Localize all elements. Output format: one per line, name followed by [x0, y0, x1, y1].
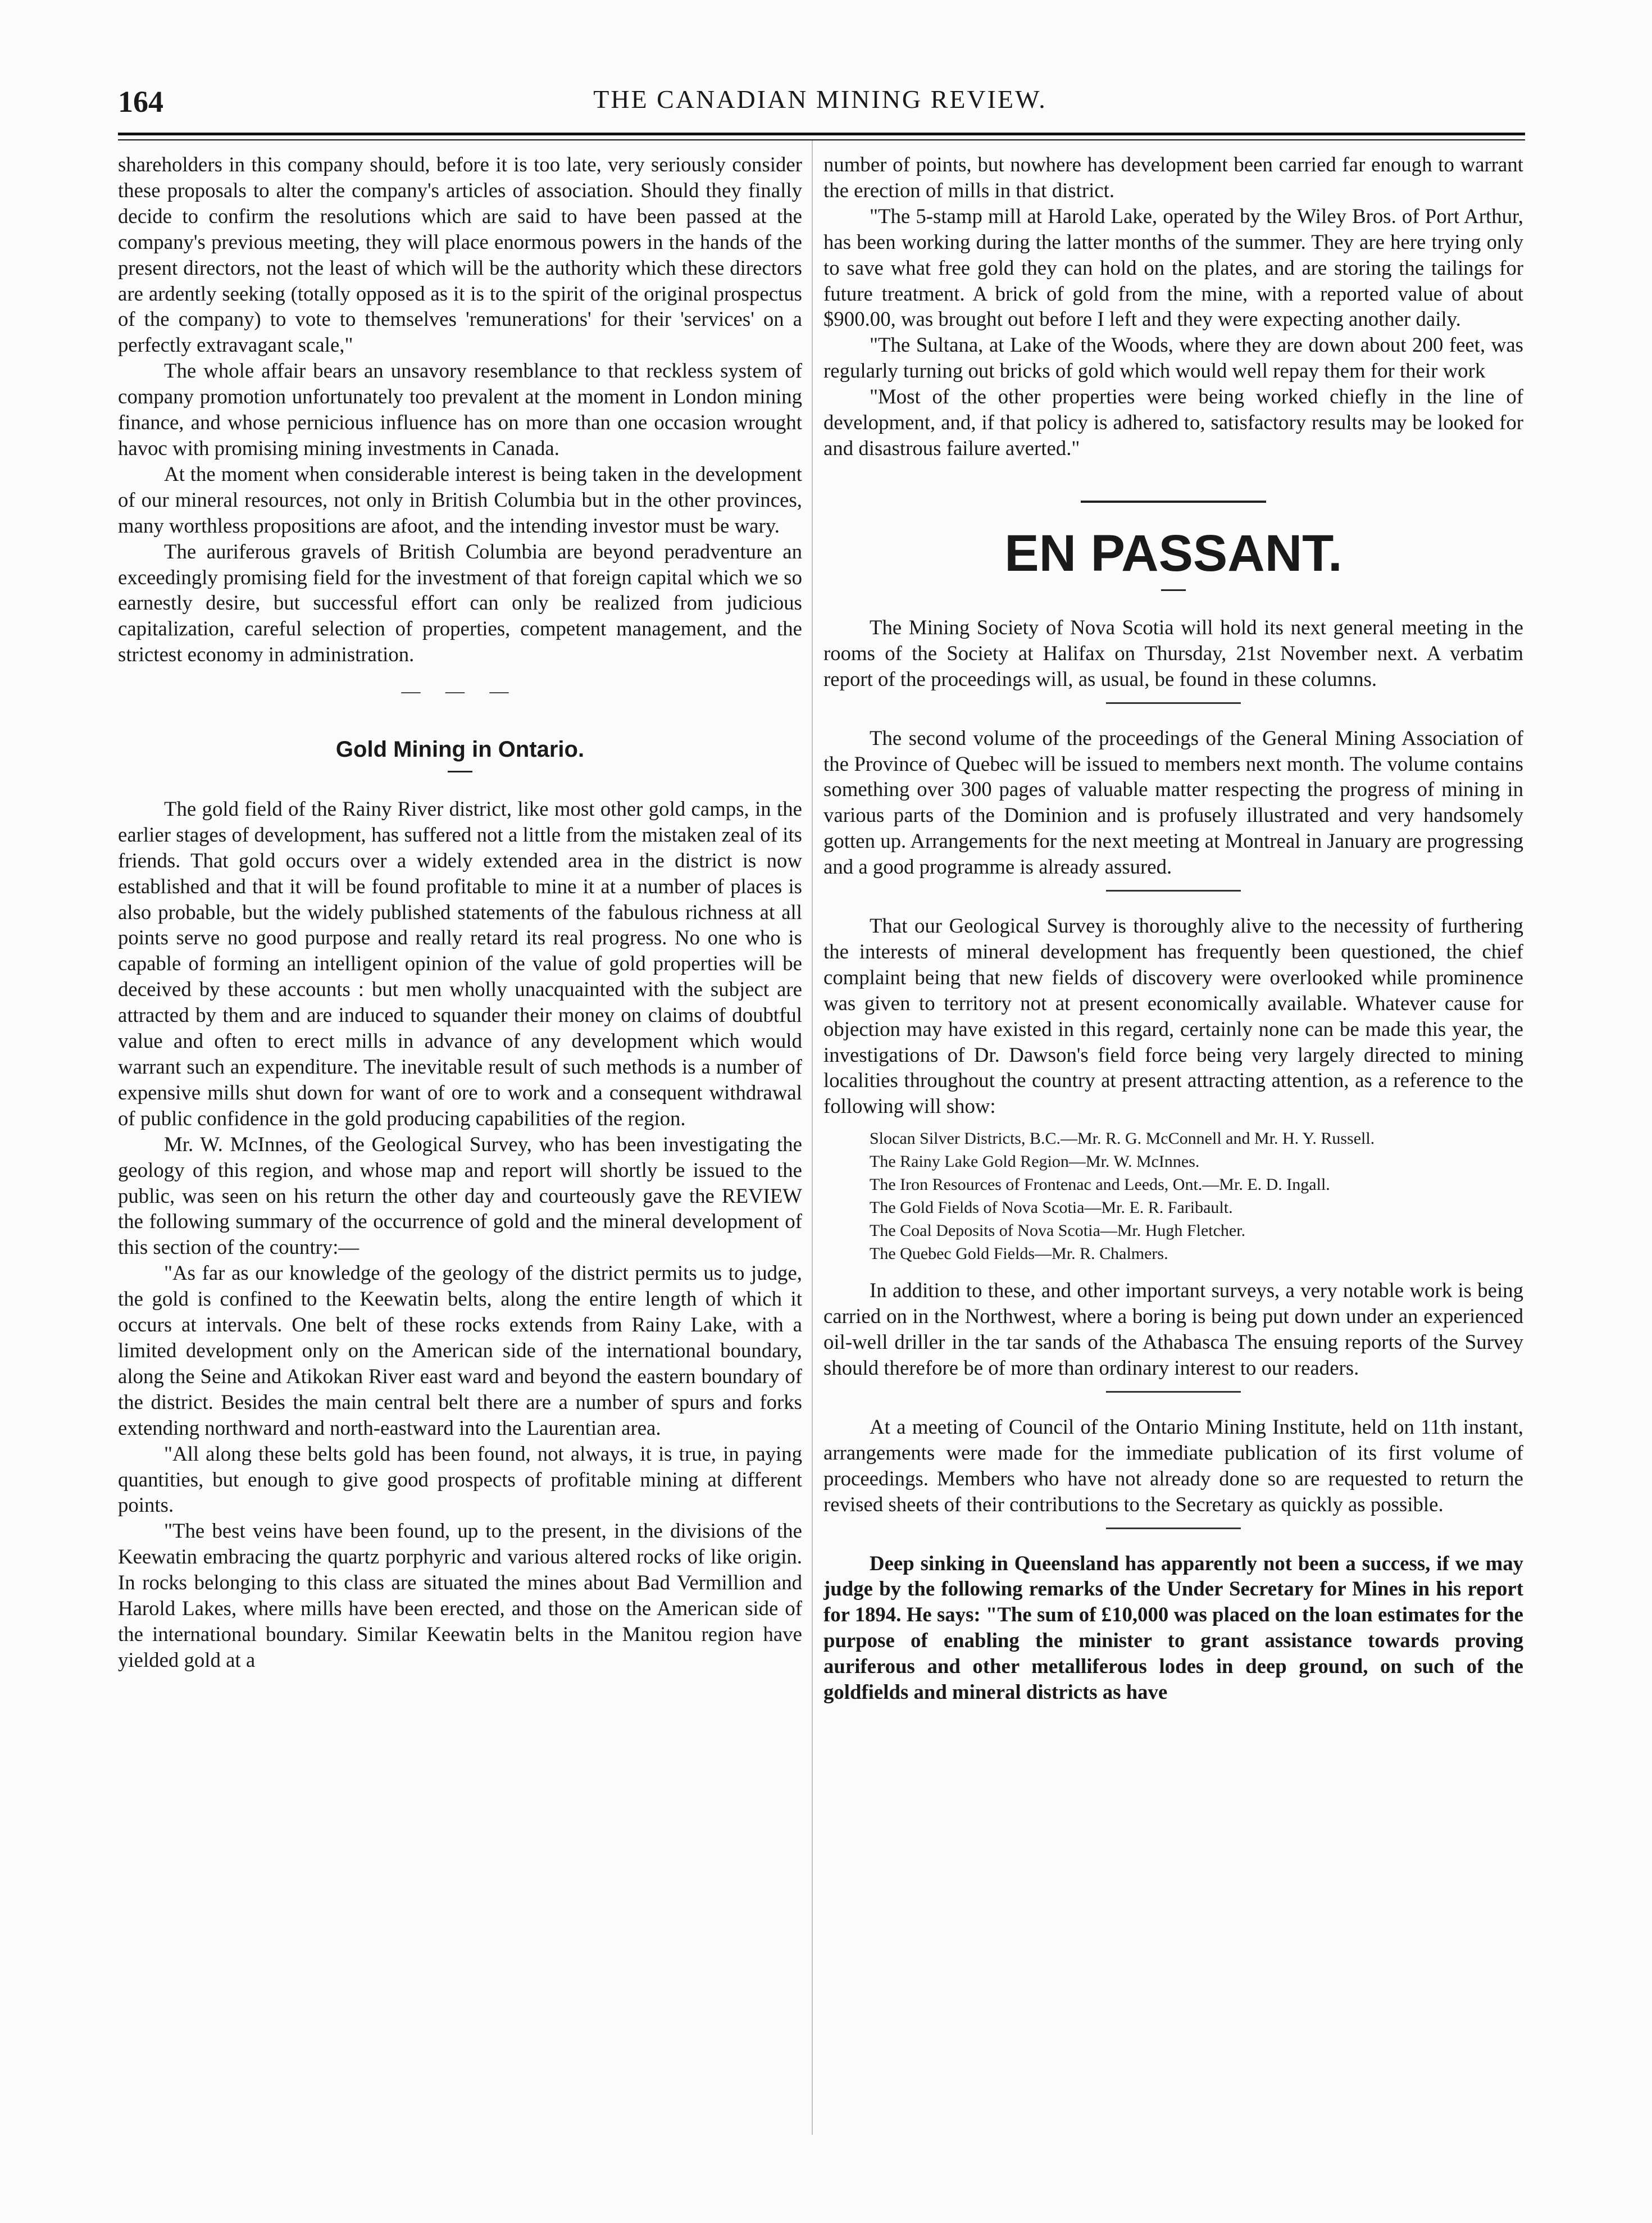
section-separator: — — — [401, 681, 519, 702]
news-item: That our Geological Survey is thoroughly alive to the necessity of furthering the interests of mineral development has frequently been questioned, the chief complaint being that new fields of discovery were overlooked while prominence was given to territory not at present economically available. Whatever cause for objection may have existed in this regard, certainly none can be made this year, the investigations of Dr. Dawson's field force being very largely directed to mining localities throughout the country at present attracting attention, as a reference to the following will show: [823, 914, 1523, 1118]
section-title-gold-mining: Gold Mining in Ontario. [335, 737, 585, 762]
paragraph: The gold field of the Rainy River district, like most other gold camps, in the earlier stages of development, has suffered not a little from the mistaken zeal of its friends. That gold occurs over a widely extended area in the district is now established and that it will be found profitable to mine it at a number of places is also probable, but the widely published statements of the fabulous richness at all points serve no good purpose and really retard its real progress. No one who is capable of forming an intelligent opinion of the value of gold properties will be deceived by these accounts : but men wholly unacquainted with the subject are attracted by them and are induced to squander their money on claims of doubtful value and often to erect mills in advance of any development which would warrant such an expenditure. The inevitable result of such methods is a number of expensive mills shut down for want of ore to work and a consequent withdrawal of public confidence in the gold producing capabilities of the region. [118, 797, 802, 1130]
item-separator [1106, 702, 1241, 704]
page-number: 164 [118, 85, 163, 119]
paragraph: Mr. W. McInnes, of the Geological Survey, who has been investigating the geology of this region, and whose map and report will shortly be issued to the public, was seen on his return the other day and courteously gave the REVIEW the following summary of the occurrence of gold and the mineral development of this section of the country:— [118, 1132, 802, 1259]
page-header [118, 84, 1522, 129]
survey-list [870, 1127, 1523, 1265]
list-item: The Quebec Gold Fields—Mr. R. Chalmers. [870, 1244, 1168, 1263]
running-title: THE CANADIAN MINING REVIEW. [593, 85, 1047, 113]
paragraph: "All along these belts gold has been found, not always, it is true, in paying quantities, but enough to give good prospects of profitable mining at different points. [118, 1442, 802, 1517]
left-column [118, 152, 802, 1673]
item-separator [1106, 1391, 1241, 1393]
paragraph: "The best veins have been found, up to the present, in the divisions of the Keewatin embracing the quartz porphyric and various altered rocks of like origin. In rocks belonging to this class are situated the mines about Bad Vermillion and Harold Lakes, where mills have been erected, and those on the American side of the international boundary. Similar Keewatin belts in the Manitou region have yielded gold at a [118, 1519, 802, 1671]
item-separator [1106, 890, 1241, 892]
list-item: Slocan Silver Districts, B.C.—Mr. R. G. McConnell and Mr. H. Y. Russell. [870, 1129, 1375, 1148]
news-item: At a meeting of Council of the Ontario Mining Institute, held on 11th instant, arrangements were made for the immediate publication of its first volume of proceedings. Members who have not already done so are requested to return the revised sheets of their contributions to the Secretary as quickly as possible. [823, 1415, 1523, 1516]
item-separator [1106, 1528, 1241, 1529]
list-item: The Iron Resources of Frontenac and Leeds, Ont.—Mr. E. D. Ingall. [870, 1175, 1330, 1194]
news-item: The second volume of the proceedings of the General Mining Association of the Province of Quebec will be issued to members next month. The volume contains something over 300 pages of valuable matter respecting the progress of mining in various parts of the Dominion and is profusely illustrated and very handsomely gotten up. Arrangements for the next meeting at Montreal in January are progressing and a good programme is already assured. [823, 726, 1523, 879]
paragraph: "The Sultana, at Lake of the Woods, where they are down about 200 feet, was regularly turning out bricks of gold which would well repay them for their work [823, 333, 1523, 383]
paragraph: "Most of the other properties were being worked chiefly in the line of development, and, if that policy is adhered to, satisfactory results may be looked for and disastrous failure averted." [823, 385, 1523, 460]
news-item: The Mining Society of Nova Scotia will hold its next general meeting in the rooms of the Society at Halifax on Thursday, 21st November next. A verbatim report of the proceedings will, as usual, be found in these columns. [823, 615, 1523, 690]
paragraph: The whole affair bears an unsavory resemblance to that reckless system of company promotion unfortunately too prevalent at the moment in London mining finance, and whose pernicious influence has on more than one occasion wrought havoc with promising mining investments in Canada. [118, 359, 802, 460]
right-column [823, 152, 1523, 1705]
list-item: The Rainy Lake Gold Region—Mr. W. McInnes. [870, 1152, 1200, 1171]
list-item: The Gold Fields of Nova Scotia—Mr. E. R. Faribault. [870, 1198, 1233, 1217]
paragraph: number of points, but nowhere has development been carried far enough to warrant the erection of mills in that district. [823, 153, 1523, 202]
paragraph: "The 5-stamp mill at Harold Lake, operated by the Wiley Bros. of Port Arthur, has been working during the latter months of the summer. They are here trying only to save what free gold they can hold on the plates, and are storing the tailings for future treatment. A brick of gold from the mine, with a reported value of about $900.00, was brought out before I left and they were expecting another daily. [823, 204, 1523, 331]
paragraph: At the moment when considerable interest is being taken in the development of our mineral resources, not only in British Columbia but in the other provinces, many worthless propositions are afoot, and the intending investor must be wary. [118, 462, 802, 537]
title-underline [448, 771, 472, 772]
paragraph: "As far as our knowledge of the geology of the district permits us to judge, the gold is confined to the Keewatin belts, along the entire length of which it occurs at intervals. One belt of these rocks extends from Rainy Lake, with a limited development only on the American side of the international boundary, along the Seine and Atikokan River east ward and beyond the eastern boundary of the district. Besides the main central belt there are a number of spurs and forks extending northward and north-eastward into the Laurentian area. [118, 1261, 802, 1439]
news-item: In addition to these, and other important surveys, a very notable work is being carried on in the Northwest, where a boring is being put down under an experienced oil-well driller in the tar sands of the Athabasca The ensuing reports of the Survey should therefore be of more than ordinary interest to our readers. [823, 1279, 1523, 1379]
news-item: Deep sinking in Queensland has apparently not been a success, if we may judge by the following remarks of the Under Secretary for Mines in his report for 1894. He says: "The sum of £10,000 was placed on the loan estimates for the purpose of enabling the minister to grant assistance towards proving auriferous and other metalliferous lodes in deep ground, on such of the goldfields and mineral districts as have [823, 1551, 1523, 1704]
paragraph: shareholders in this company should, before it is too late, very seriously consider these proposals to alter the company's articles of association. Should they finally decide to confirm the resolutions which are said to have been passed at the company's previous meeting, they will place enormous powers in the hands of the present directors, not the least of which will be the authority which these directors are ardently seeking (totally opposed as it is to the spirit of the original prospectus of the company) to vote to themselves 'remunerations' for their 'services' on a perfectly extravagant scale," [118, 153, 802, 357]
header-rule-thin [118, 139, 1525, 140]
section-separator [1081, 501, 1266, 503]
title-underline [1161, 589, 1186, 591]
header-rule-thick [118, 133, 1525, 135]
list-item: The Coal Deposits of Nova Scotia—Mr. Hugh Fletcher. [870, 1221, 1246, 1240]
en-passant-heading: EN PASSANT. [1004, 524, 1342, 582]
column-divider [812, 140, 813, 2135]
paragraph: The auriferous gravels of British Columbia are beyond peradventure an exceedingly promising field for the investment of that foreign capital which we so earnestly desire, but successful effort can only be realized from judicious capitalization, careful selection of properties, competent management, and the strictest economy in administration. [118, 539, 802, 666]
